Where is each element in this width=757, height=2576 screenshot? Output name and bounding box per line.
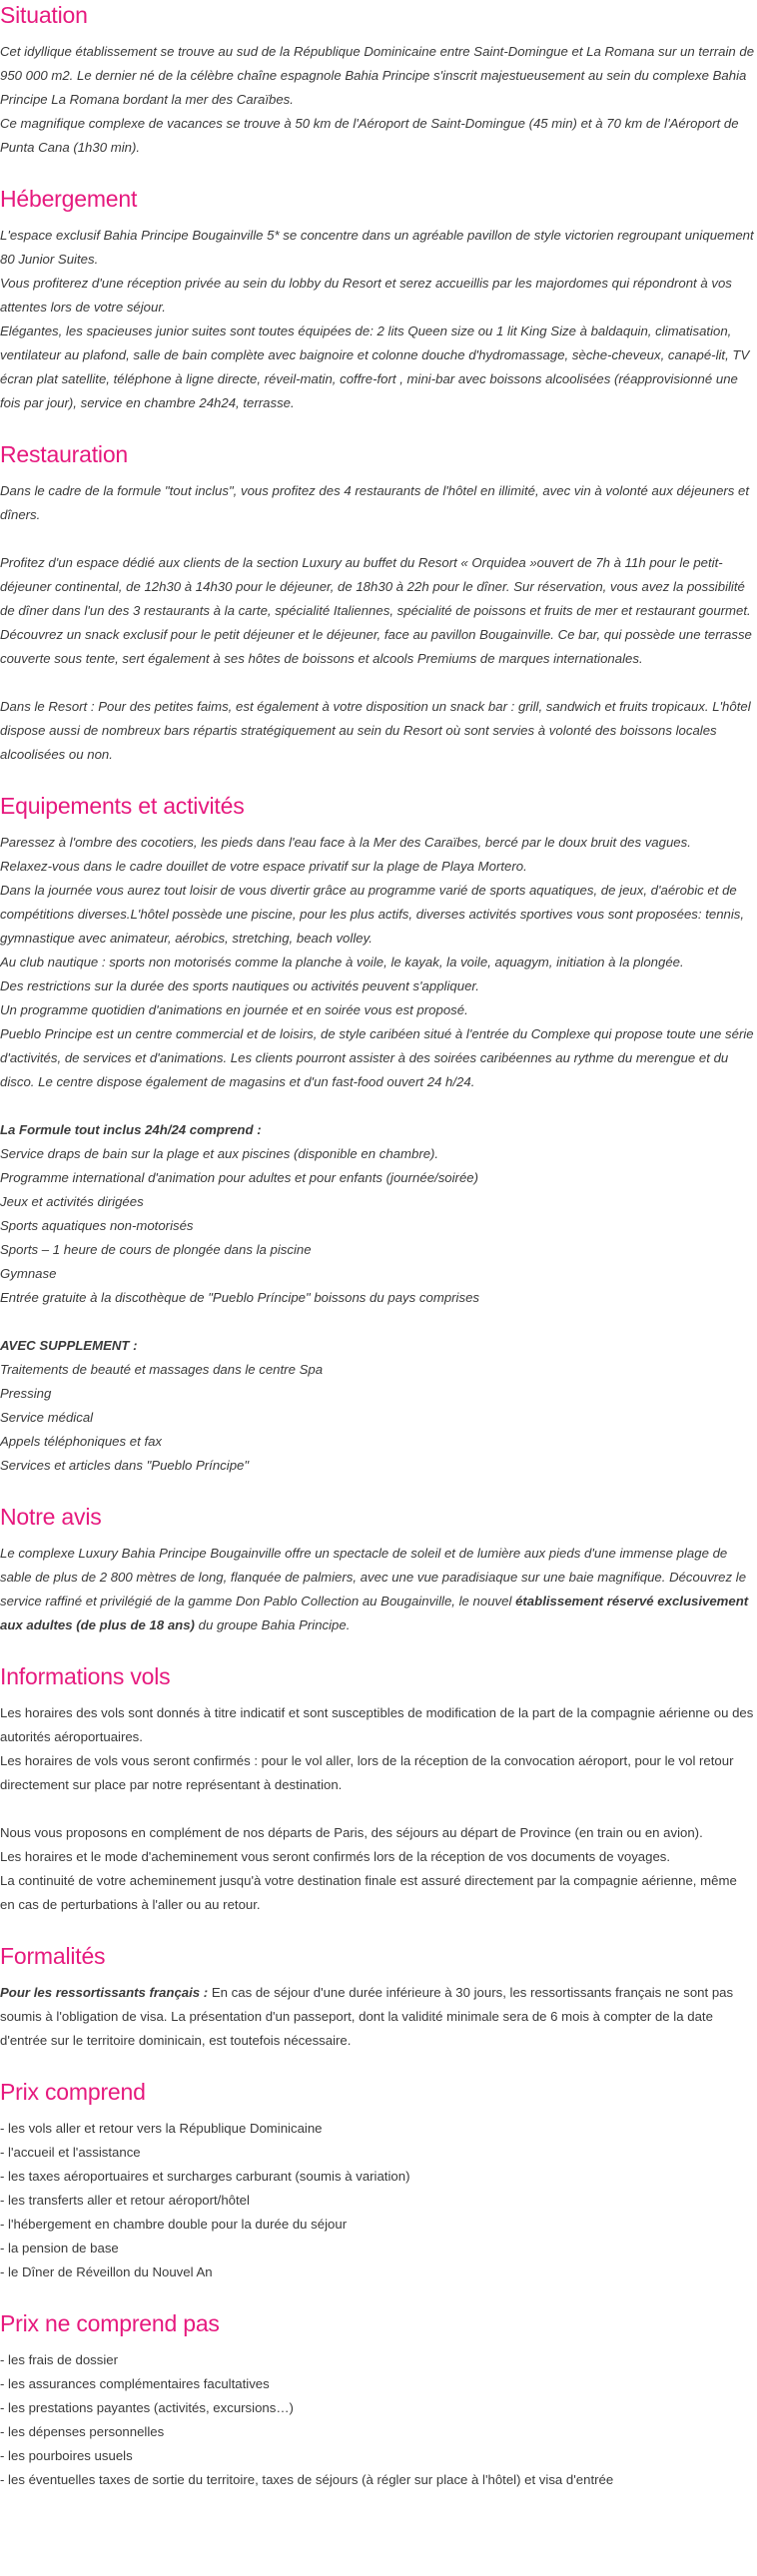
paragraph: Un programme quotidien d'animations en journée et en soirée vous est proposé. <box>0 1002 468 1017</box>
paragraph: Dans le Resort : Pour des petites faims, est également à votre disposition un snack bar : grill, sandwich et fruits tropicaux. L'hôtel dispose aussi de nombreux bars répartis stratégiquement au sein du Resort où sont servies à volonté des boissons locales alcoolisées ou non. <box>0 699 751 762</box>
section-restauration <box>0 439 755 767</box>
section-notre-avis <box>0 1502 755 1637</box>
list-item: Appels téléphoniques et fax <box>0 1434 163 1449</box>
section-title: Equipements et activités <box>0 793 245 819</box>
paragraph: Relaxez-vous dans le cadre douillet de votre espace privatif sur la plage de Playa Mortero. <box>0 859 527 874</box>
list-item: - les prestations payantes (activités, excursions…) <box>0 2400 294 2415</box>
list-item: Pressing <box>0 1386 52 1401</box>
section-prix-comprend <box>0 2077 755 2284</box>
text: Le complexe Luxury Bahia Principe Bougainville offre un spectacle de soleil et de lumière aux pieds d'une immense plage de sable de plus de 2 800 mètres de long, flanquée de palmiers, avec une vue paradisiaque sur une baie magnifique. Découvrez le service raffiné et privilégié de la gamme Don Pablo Collection au Bougainville, le nouvel <box>0 1546 747 1609</box>
paragraph: Dans le cadre de la formule "tout inclus", vous profitez des 4 restaurants de l'hôtel en illimité, avec vin à volonté aux déjeuners et dîners. <box>0 483 750 522</box>
section-title: Hébergement <box>0 186 138 212</box>
list-item: - l'accueil et l'assistance <box>0 2145 141 2160</box>
text: du groupe Bahia Principe. <box>198 1617 351 1632</box>
list-item: Traitements de beauté et massages dans le centre Spa <box>0 1362 324 1377</box>
subheading: La Formule tout inclus 24h/24 comprend : <box>0 1122 262 1137</box>
section-title: Situation <box>0 2 88 28</box>
paragraph <box>0 1542 755 1637</box>
section-title: Prix comprend <box>0 2079 146 2105</box>
section-title: Prix ne comprend pas <box>0 2310 220 2336</box>
section-hebergement <box>0 184 755 415</box>
paragraph: Cet idyllique établissement se trouve au sud de la République Dominicaine entre Saint-Domingue et La Romana sur un terrain de 950 000 m2. Le dernier né de la célèbre chaîne espagnole Bahia Principe s'inscrit majestueusement au sein du complexe Bahia Principe La Romana bordant la mer des Caraïbes. <box>0 44 755 107</box>
paragraph: Les horaires de vols vous seront confirmés : pour le vol aller, lors de la réception de la convocation aéroport, pour le vol retour directement sur place par notre représentant à destination. <box>0 1753 734 1792</box>
paragraph: Les horaires des vols sont donnés à titre indicatif et sont susceptibles de modification de la part de la compagnie aérienne ou des autorités aéroportuaires. <box>0 1705 754 1744</box>
list-item: Services et articles dans "Pueblo Príncipe" <box>0 1458 250 1473</box>
emphasis: Pour les ressortissants français : <box>0 1985 209 2000</box>
paragraph: Pueblo Principe est un centre commercial et de loisirs, de style caribéen situé à l'entrée du Complexe qui propose toute une série d'activités, de services et d'animations. Les clients pourront assister à des soirées caribéennes au rythme du merengue et du disco. Le centre dispose également de magasins et d'un fast-food ouvert 24 h/24. <box>0 1026 754 1089</box>
list-item: Sports aquatiques non-motorisés <box>0 1218 194 1233</box>
list-item: - l'hébergement en chambre double pour la durée du séjour <box>0 2217 348 2232</box>
list-item: - les pourboires usuels <box>0 2448 133 2463</box>
list-item: - les transferts aller et retour aéroport/hôtel <box>0 2193 250 2208</box>
list-item: - les vols aller et retour vers la République Dominicaine <box>0 2121 323 2136</box>
list-item: - la pension de base <box>0 2241 119 2255</box>
list-item: - les assurances complémentaires facultatives <box>0 2376 270 2391</box>
paragraph: Vous profiterez d'une réception privée au sein du lobby du Resort et serez accueillis par les majordomes qui répondront à vos attentes lors de votre séjour. <box>0 276 732 315</box>
paragraph: Profitez d'un espace dédié aux clients de la section Luxury au buffet du Resort « Orquidea »ouvert de 7h à 11h pour le petit-déjeuner continental, de 12h30 à 14h30 pour le déjeuner, de 18h30 à 22h pour le dîner. Sur réservation, vous avez la possibilité de dîner dans l'un des 3 restaurants à la carte, spécialité Italiennes, spécialité de poissons et fruits de mer et restaurant gourmet. Découvrez un snack exclusif pour le petit déjeuner et le déjeuner, face au pavillon Bougainville. Ce bar, qui possède une terrasse couverte sous tente, sert également à ses hôtes de boissons et alcools Premiums de marques internationales. <box>0 555 752 666</box>
paragraph: Dans la journée vous aurez tout loisir de vous divertir grâce au programme varié de sports aquatiques, de jeux, d'aérobic et de compétitions diverses.L'hôtel possède une piscine, pour les plus actifs, diverses activités sportives vous sont proposées: tennis, gymnastique avec animateur, aérobics, stretching, beach volley. <box>0 883 745 946</box>
paragraph: Au club nautique : sports non motorisés comme la planche à voile, le kayak, la voile, aquagym, initiation à la plongée. <box>0 955 684 969</box>
section-informations-vols <box>0 1661 755 1917</box>
text: En cas de séjour d'une durée inférieure à 30 jours, les ressortissants français ne sont pas soumis à l'obligation de visa. La présentation d'un passeport, dont la validité minimale sera de 6 mois à compter de la date d'entrée sur le territoire dominicain, est toutefois nécessaire. <box>0 1985 734 2048</box>
section-title: Restauration <box>0 441 129 467</box>
paragraph: Les horaires et le mode d'acheminement vous seront confirmés lors de la réception de vos documents de voyages. <box>0 1849 671 1864</box>
paragraph: Ce magnifique complexe de vacances se trouve à 50 km de l'Aéroport de Saint-Domingue (45 min) et à 70 km de l'Aéroport de Punta Cana (1h30 min). <box>0 116 739 155</box>
list-item: Jeux et activités dirigées <box>0 1194 144 1209</box>
section-title: Informations vols <box>0 1663 171 1689</box>
list-item: Service draps de bain sur la plage et aux piscines (disponible en chambre). <box>0 1146 439 1161</box>
subheading: AVEC SUPPLEMENT : <box>0 1338 138 1353</box>
paragraph: Nous vous proposons en complément de nos départs de Paris, des séjours au départ de Province (en train ou en avion). <box>0 1825 703 1840</box>
list-item: Programme international d'animation pour adultes et pour enfants (journée/soirée) <box>0 1170 479 1185</box>
section-situation <box>0 0 755 160</box>
paragraph: Des restrictions sur la durée des sports nautiques ou activités peuvent s'appliquer. <box>0 978 479 993</box>
list-item: - les éventuelles taxes de sortie du territoire, taxes de séjours (à régler sur place à l'hôtel) et visa d'entrée <box>0 2472 614 2487</box>
section-equipements <box>0 791 755 1478</box>
section-formalites <box>0 1941 755 2053</box>
list-item: Service médical <box>0 1410 94 1425</box>
list-item: Entrée gratuite à la discothèque de "Pueblo Príncipe" boissons du pays comprises <box>0 1290 479 1305</box>
list-item: Gymnase <box>0 1266 57 1281</box>
section-title: Formalités <box>0 1943 106 1969</box>
list-item: - les dépenses personnelles <box>0 2424 165 2439</box>
list-item: - les taxes aéroportuaires et surcharges carburant (soumis à variation) <box>0 2169 410 2184</box>
paragraph: L'espace exclusif Bahia Principe Bougainville 5* se concentre dans un agréable pavillon de style victorien regroupant uniquement 80 Junior Suites. <box>0 228 754 267</box>
paragraph: Elégantes, les spacieuses junior suites sont toutes équipées de: 2 lits Queen size ou 1 lit King Size à baldaquin, climatisation, ventilateur au plafond, salle de bain complète avec baignoire et colonne douche d'hydromassage, sèche-cheveux, canapé-lit, TV écran plat satellite, téléphone à ligne directe, réveil-matin, coffre-fort , mini-bar avec boissons alcoolisées (réapprovisionné une fois par jour), service en chambre 24h24, terrasse. <box>0 323 750 410</box>
paragraph <box>0 1981 755 2053</box>
section-prix-ne-comprend-pas <box>0 2308 755 2492</box>
emphasis: établissement réservé exclusivement aux adultes (de plus de 18 ans) <box>0 1594 749 1632</box>
list-item: Sports – 1 heure de cours de plongée dans la piscine <box>0 1242 312 1257</box>
paragraph: La continuité de votre acheminement jusqu'à votre destination finale est assuré directement par la compagnie aérienne, même en cas de perturbations à l'aller ou au retour. <box>0 1873 737 1912</box>
section-title: Notre avis <box>0 1504 102 1530</box>
paragraph: Paressez à l'ombre des cocotiers, les pieds dans l'eau face à la Mer des Caraïbes, bercé par le doux bruit des vagues. <box>0 835 691 850</box>
list-item: - les frais de dossier <box>0 2352 118 2367</box>
list-item: - le Dîner de Réveillon du Nouvel An <box>0 2264 213 2279</box>
